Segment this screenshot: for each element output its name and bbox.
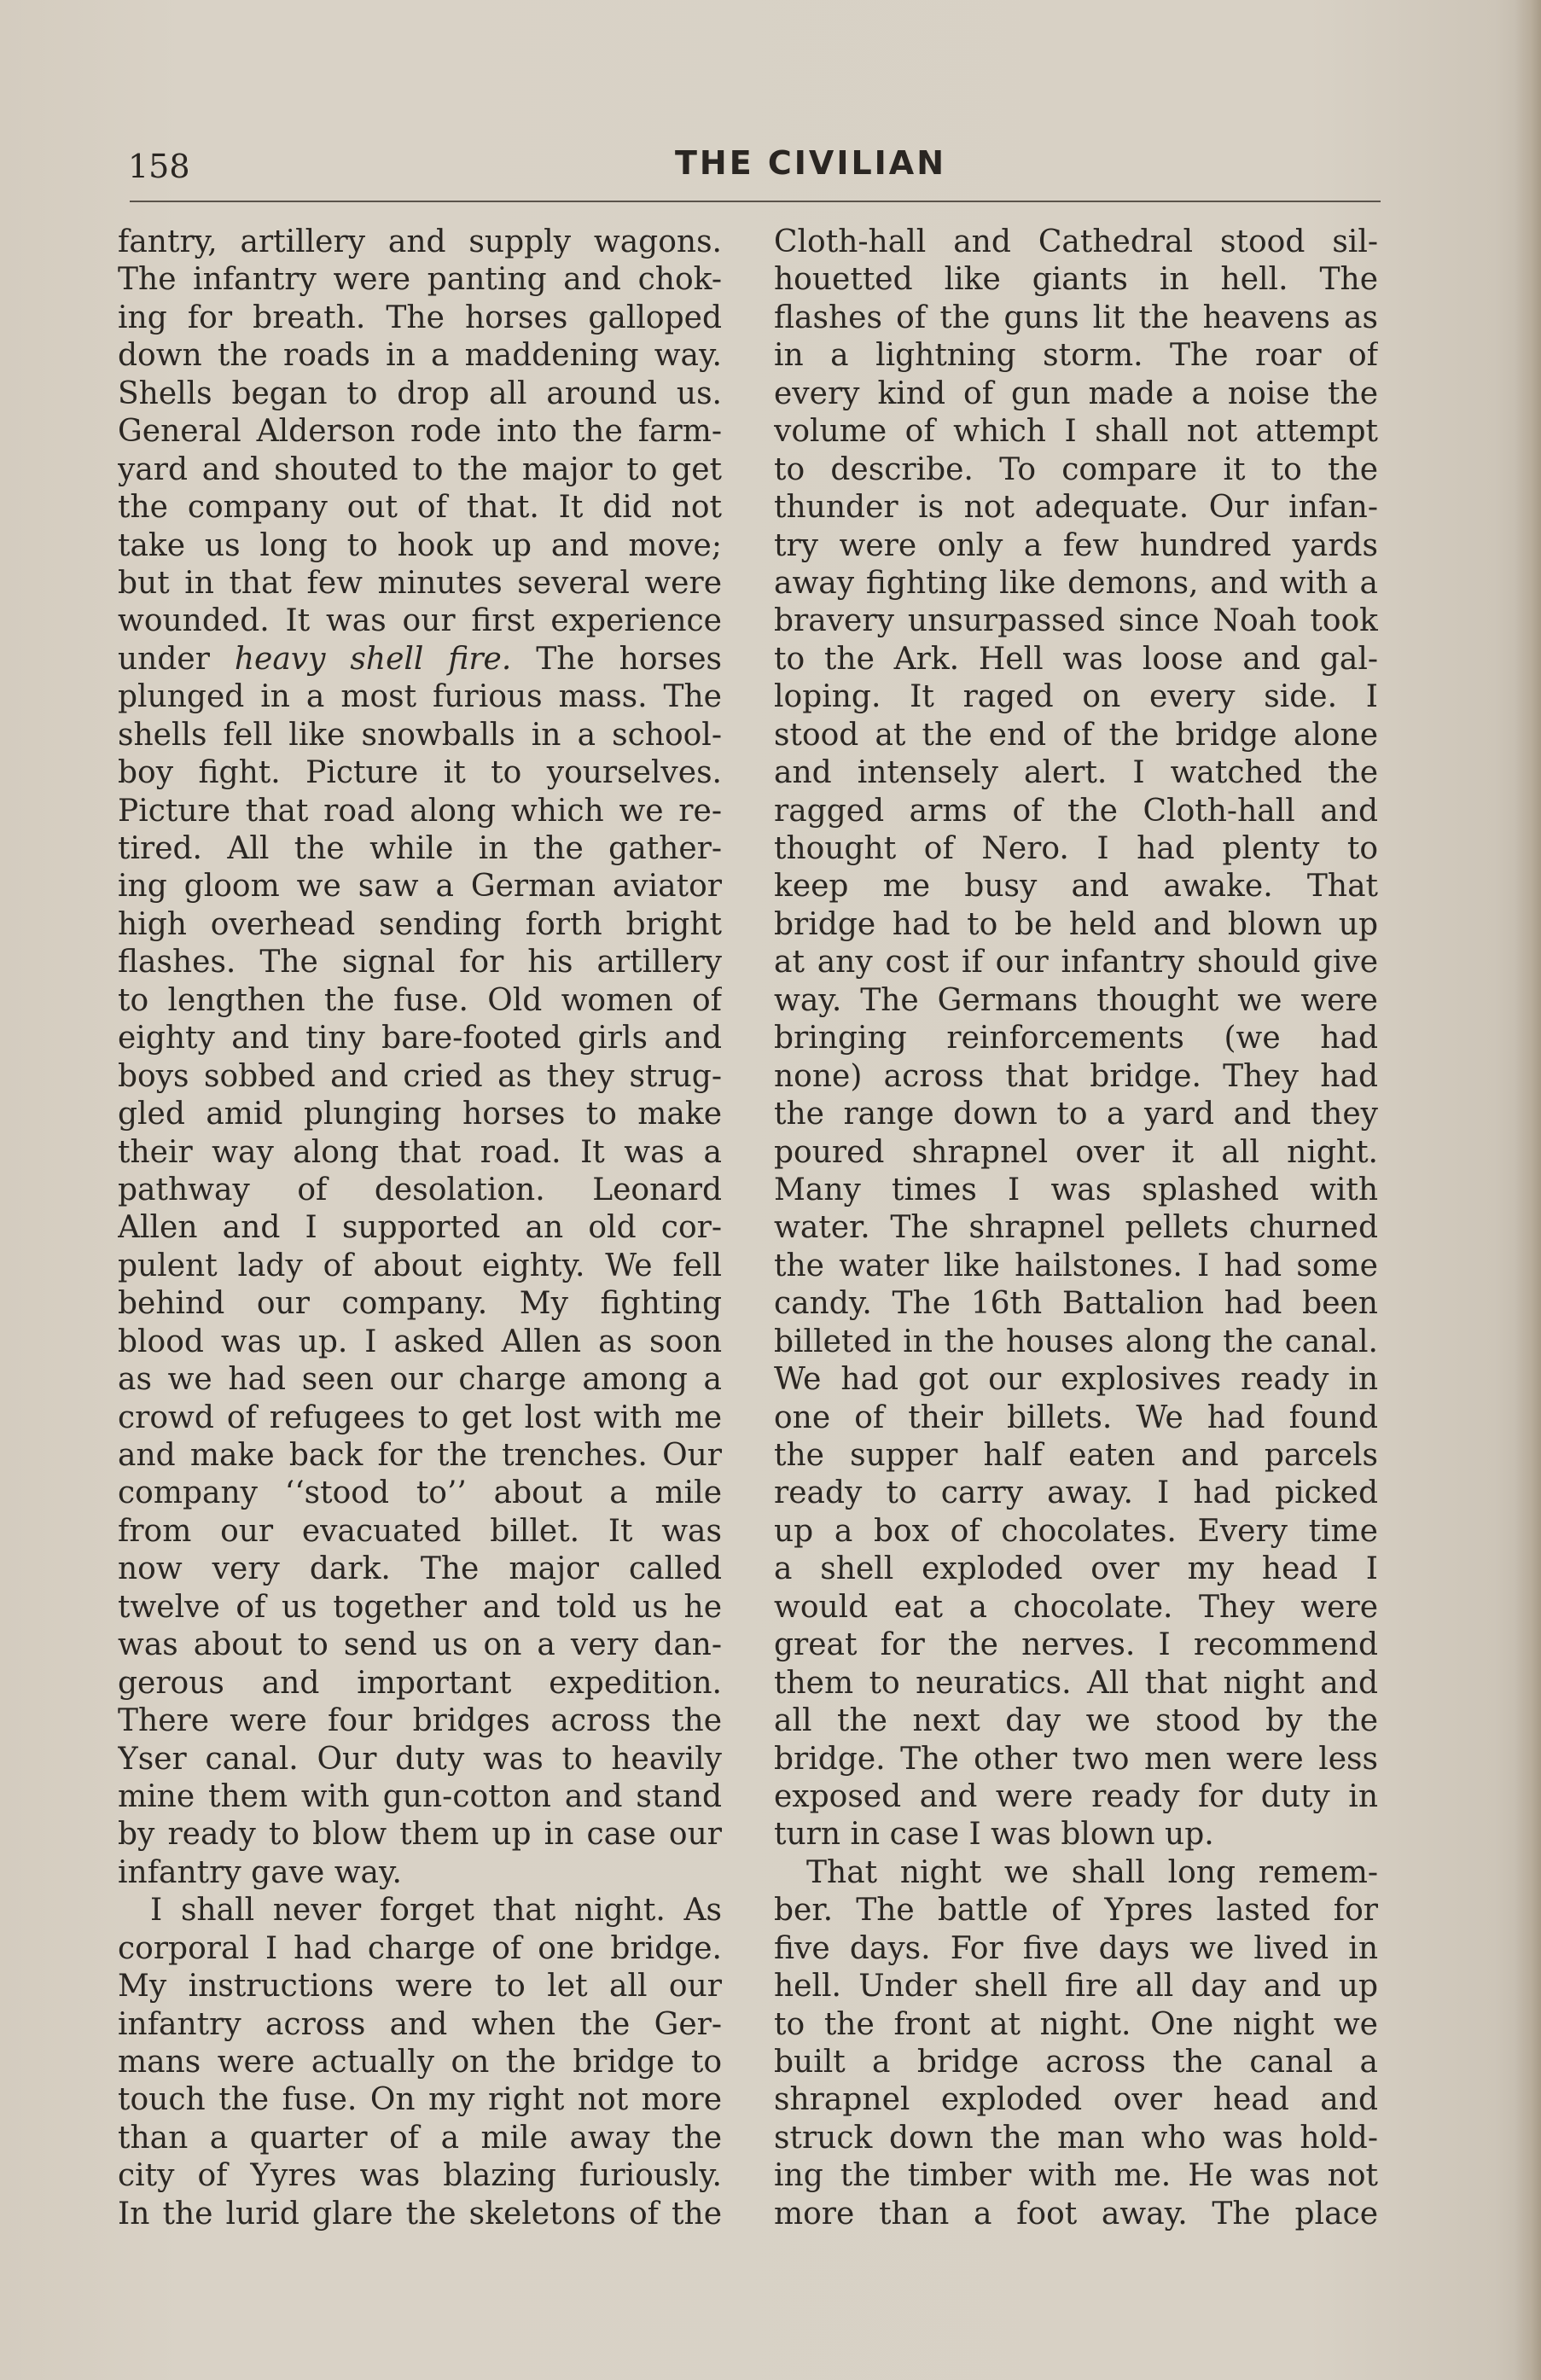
text-line: shells fell like snowballs in a school- [118,717,722,753]
text-line: volume of which I shall not attempt [774,414,1378,450]
text-line: There were four bridges across the [118,1703,722,1739]
text-line: down the roads in a maddening way. [118,338,722,374]
text-line: mine them with gun-cotton and stand [118,1778,722,1814]
text-line: built a bridge across the canal a [774,2045,1378,2080]
text-line: the company out of that. It did not [118,490,722,526]
text-line: flashes of the guns lit the heavens as [774,300,1378,335]
text-line: from our evacuated billet. It was [118,1513,722,1549]
text-line: eighty and tiny bare-footed girls and [118,1021,722,1056]
text-line: infantry across and when the Ger- [118,2006,722,2042]
text-line: That night we shall long remem- [806,1854,1378,1890]
text-line: ing the timber with me. He was not [774,2158,1378,2194]
text-line: five days. For five days we lived in [774,1930,1378,1966]
text-line: keep me busy and awake. That [774,869,1378,905]
text-line: Picture that road along which we re- [118,793,722,829]
text-line: flashes. The signal for his artillery [118,945,722,981]
text-line: thought of Nero. I had plenty to [774,831,1378,866]
text-line: The infantry were panting and chok- [118,262,722,298]
text-line: hell. Under shell fire all day and up [774,1969,1378,2005]
text-line: Yser canal. Our duty was to heavily [118,1741,722,1777]
text-line: turn in case I was blown up. [774,1817,1214,1853]
text-line: all the next day we stood by the [774,1703,1378,1739]
text-line: I shall never forget that night. As [150,1893,722,1929]
text-line: shrapnel exploded over head and [774,2082,1378,2118]
text-line: ing gloom we saw a German aviator [118,869,722,905]
text-line: billeted in the houses along the canal. [774,1324,1378,1359]
text-line: now very dark. The major called [118,1551,722,1587]
text-line: was about to send us on a very dan- [118,1627,722,1663]
text-line: pathway of desolation. Leonard [118,1172,722,1207]
text-line: water. The shrapnel pellets churned [774,1210,1378,1246]
text-line: ragged arms of the Cloth-hall and [774,793,1378,829]
text-line: up a box of chocolates. Every time [774,1513,1378,1549]
text-line: touch the fuse. On my right not more [118,2082,722,2118]
text-line: and make back for the trenches. Our [118,1438,722,1473]
text-line: none) across that bridge. They had [774,1058,1378,1094]
text-line: than a quarter of a mile away the [118,2120,722,2156]
text-line: the range down to a yard and they [774,1097,1378,1132]
text-line: to the Ark. Hell was loose and gal- [774,641,1378,677]
text-line: We had got our explosives ready in [774,1362,1378,1398]
text-line: try were only a few hundred yards [774,527,1378,563]
text-line: crowd of refugees to get lost with me [118,1399,722,1435]
header-rule [130,201,1381,202]
text-line: twelve of us together and told us he [118,1589,722,1625]
text-line: at any cost if our infantry should give [774,945,1378,981]
text-line: In the lurid glare the skeletons of the [118,2196,722,2232]
text-line: bridge had to be held and blown up [774,906,1378,942]
text-line: to the front at night. One night we [774,2006,1378,2042]
text-line: gled amid plunging horses to make [118,1097,722,1132]
text-line: city of Yyres was blazing furiously. [118,2158,722,2194]
text-line: yard and shouted to the major to get [118,451,722,487]
text-line: My instructions were to let all our [118,1969,722,2005]
text-line: boys sobbed and cried as they strug- [118,1058,722,1094]
text-line: and intensely alert. I watched the [774,755,1378,791]
text-line: great for the nerves. I recommend [774,1627,1378,1663]
text-line: way. The Germans thought we were [774,982,1378,1018]
text-line: mans were actually on the bridge to [118,2045,722,2080]
left-column [118,224,722,2233]
text-line: bringing reinforcements (we had [774,1021,1378,1056]
text-line: would eat a chocolate. They were [774,1589,1378,1625]
text-line: pulent lady of about eighty. We fell [118,1248,722,1283]
text-line: Shells began to drop all around us. [118,375,722,411]
text-line: the supper half eaten and parcels [774,1438,1378,1473]
text-line: corporal I had charge of one bridge. [118,1930,722,1966]
text-line: Many times I was splashed with [774,1172,1378,1207]
text-line: one of their billets. We had found [774,1399,1378,1435]
text-line: wounded. It was our first experience [118,603,722,639]
page-number: 158 [128,148,190,185]
text-line: General Alderson rode into the farm- [118,414,722,450]
text-segment: under [118,641,235,677]
text-line: take us long to hook up and move; [118,527,722,563]
text-line: in a lightning storm. The roar of [774,338,1378,374]
text-line: struck down the man who was hold- [774,2120,1378,2156]
text-line: tired. All the while in the gather- [118,831,722,866]
text-line: thunder is not adequate. Our infan- [774,490,1378,526]
text-line [118,641,722,678]
text-line: fantry, artillery and supply wagons. [118,224,722,259]
text-line: ing for breath. The horses galloped [118,300,722,335]
text-line: Allen and I supported an old cor- [118,1210,722,1246]
text-segment: The horses [511,641,722,677]
text-line: every kind of gun made a noise the [774,375,1378,411]
text-line: infantry gave way. [118,1854,402,1890]
text-line: a shell exploded over my head I [774,1551,1378,1587]
text-line: more than a foot away. The place [774,2196,1378,2232]
text-line: ber. The battle of Ypres lasted for [774,1893,1378,1929]
text-line: company ‘‘stood to’’ about a mile [118,1475,722,1511]
text-line: loping. It raged on every side. I [774,679,1378,715]
text-line: them to neuratics. All that night and [774,1665,1378,1701]
italic-phrase: heavy shell fire. [234,641,512,677]
text-line: by ready to blow them up in case our [118,1817,722,1853]
text-line: but in that few minutes several were [118,565,722,601]
text-line: bridge. The other two men were less [774,1741,1378,1777]
text-line: plunged in a most furious mass. The [118,679,722,715]
text-line: candy. The 16th Battalion had been [774,1286,1378,1322]
text-line: gerous and important expedition. [118,1665,722,1701]
text-line: boy fight. Picture it to yourselves. [118,755,722,791]
publication-title: THE CIVILIAN [674,144,947,182]
text-line: to describe. To compare it to the [774,451,1378,487]
text-line: their way along that road. It was a [118,1134,722,1170]
text-line: bravery unsurpassed since Noah took [774,603,1378,639]
right-column [774,224,1378,2233]
running-header [128,141,1382,192]
text-line: ready to carry away. I had picked [774,1475,1378,1511]
text-line: behind our company. My fighting [118,1286,722,1322]
text-line: poured shrapnel over it all night. [774,1134,1378,1170]
text-line: away fighting like demons, and with a [774,565,1378,601]
text-line: high overhead sending forth bright [118,906,722,942]
text-line: exposed and were ready for duty in [774,1778,1378,1814]
text-line: blood was up. I asked Allen as soon [118,1324,722,1359]
text-line: to lengthen the fuse. Old women of [118,982,722,1018]
text-line: the water like hailstones. I had some [774,1248,1378,1283]
text-line: stood at the end of the bridge alone [774,717,1378,753]
text-line: houetted like giants in hell. The [774,262,1378,298]
text-line: Cloth-hall and Cathedral stood sil- [774,224,1378,259]
page-edge-shadow [1515,0,1541,2380]
text-line: as we had seen our charge among a [118,1362,722,1398]
